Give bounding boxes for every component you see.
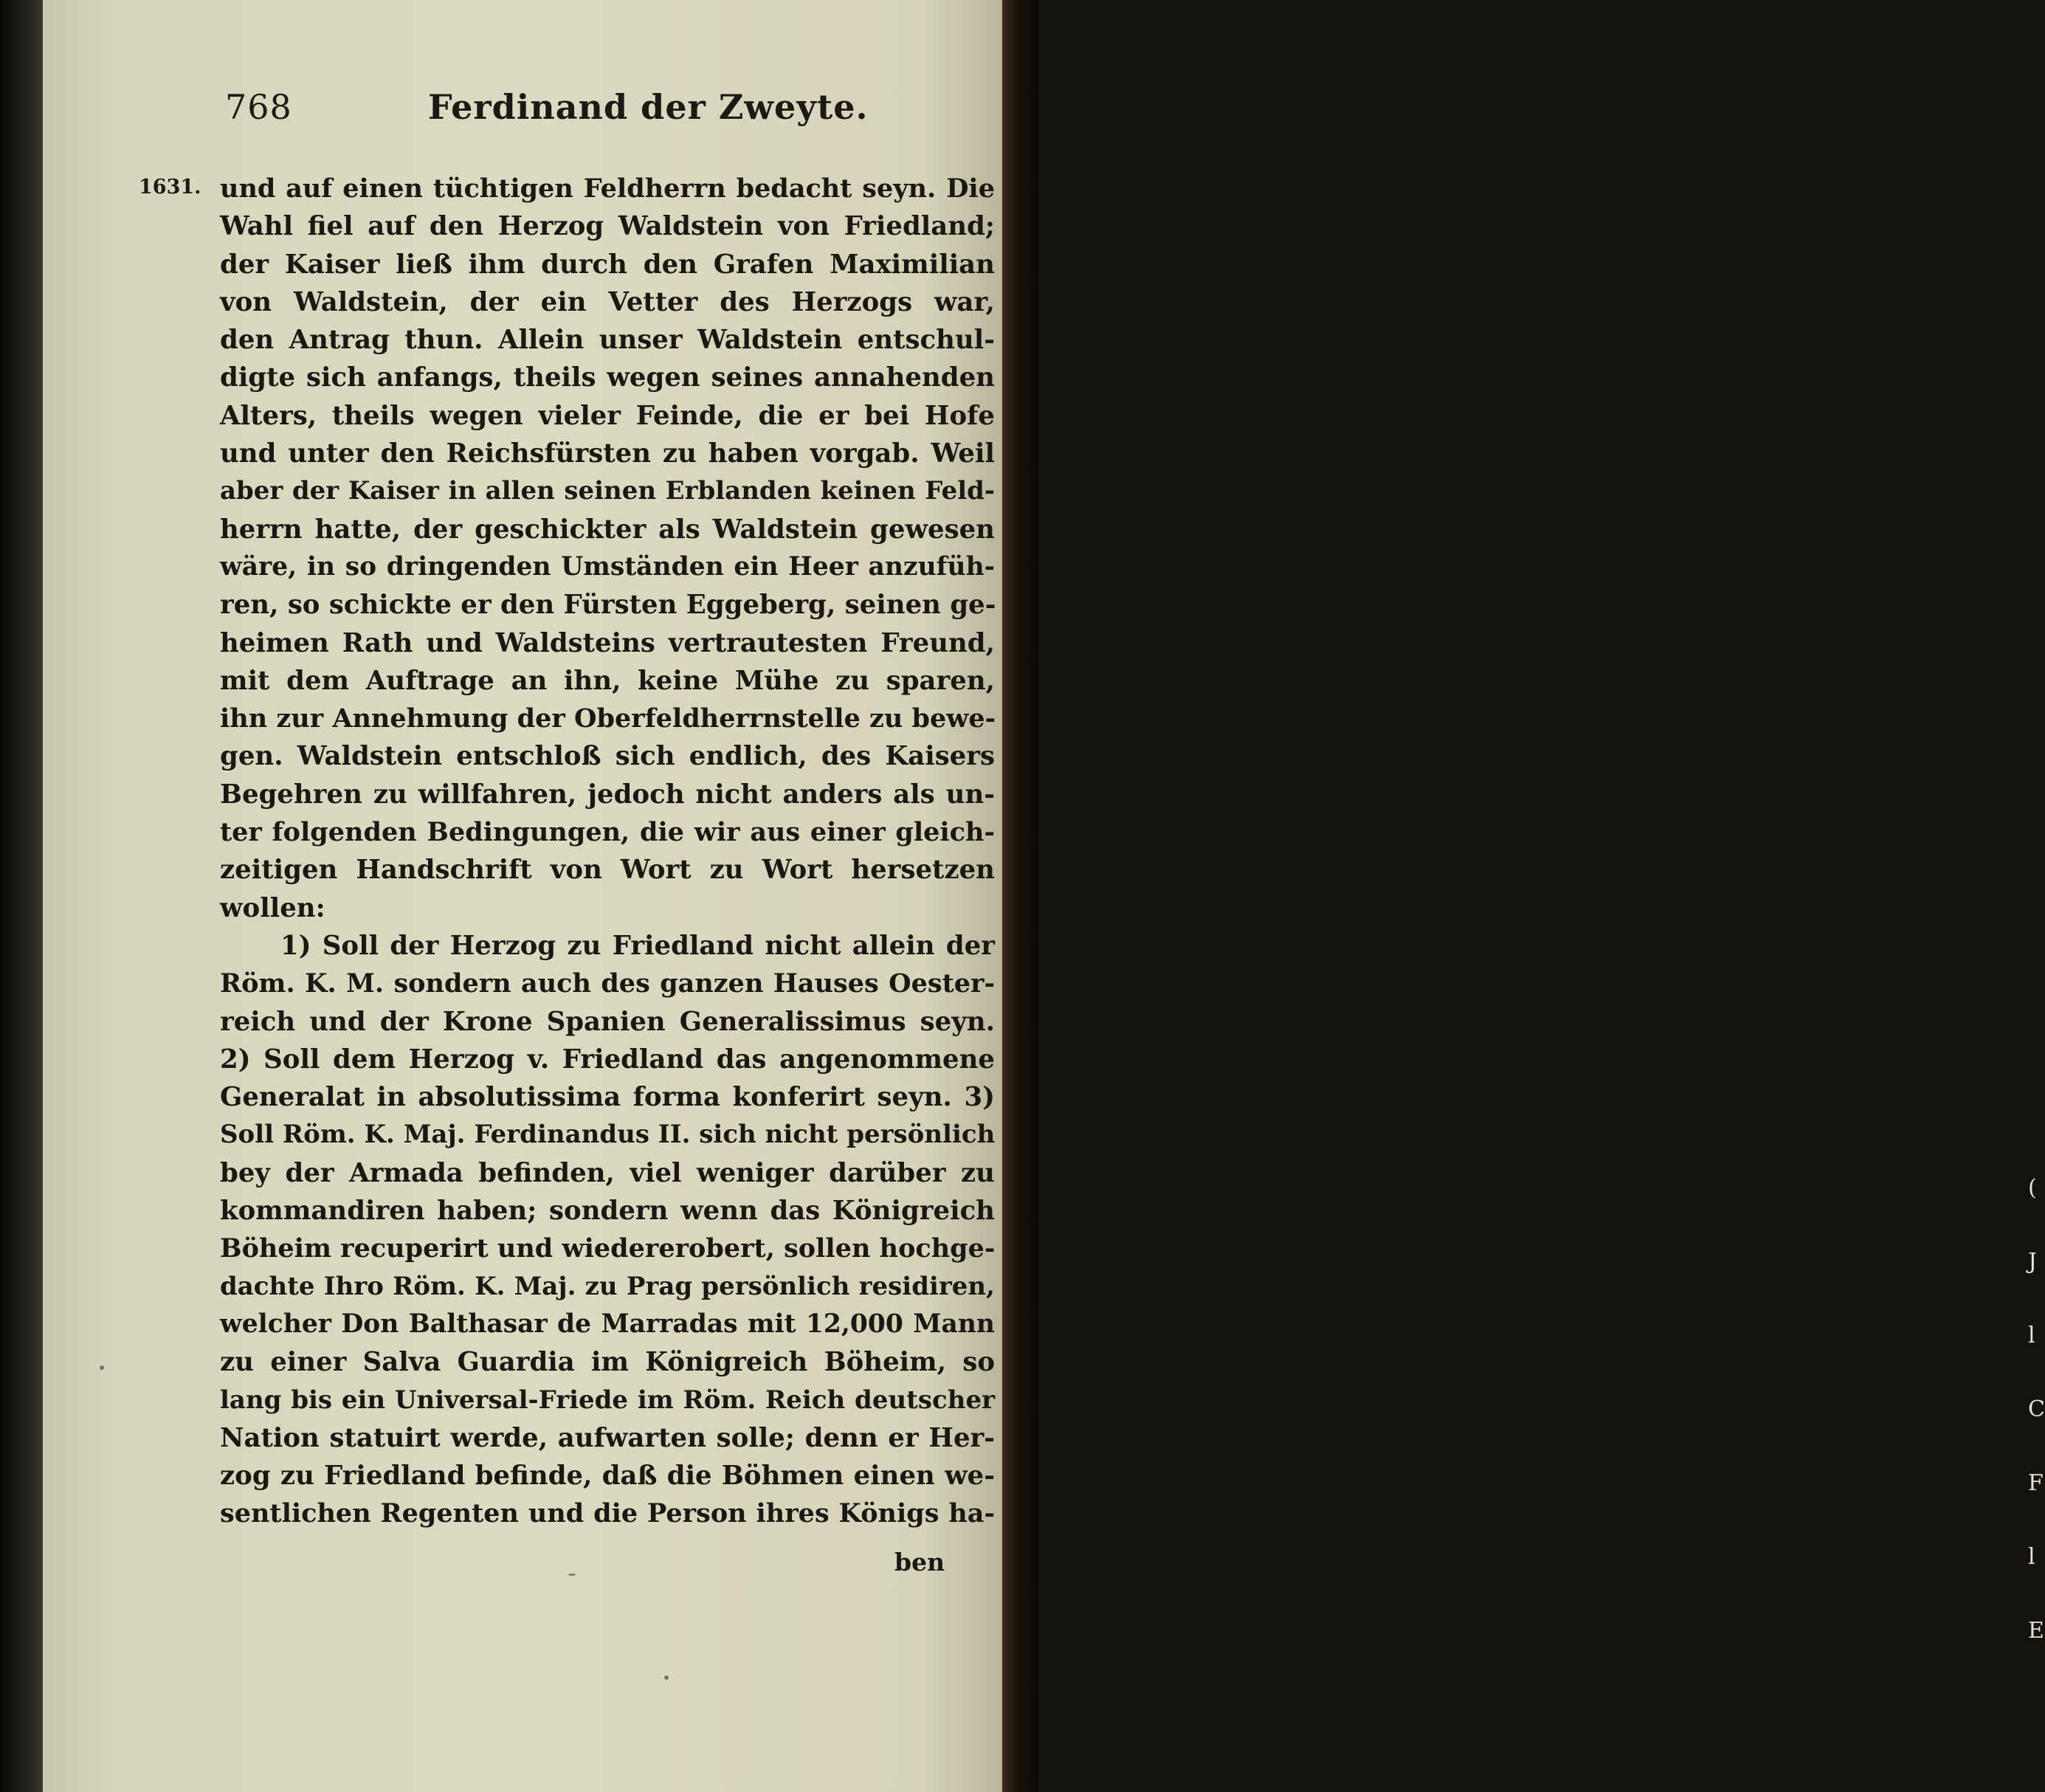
page-header (225, 87, 963, 131)
text-line: heimen Rath und Waldsteins vertrautesten Freund, (220, 627, 995, 658)
edge-glyph: l (2028, 1323, 2035, 1348)
text-line: reich und der Krone Spanien Generalissimus seyn. (220, 1006, 995, 1037)
edge-glyph: ( (2028, 1175, 2037, 1201)
text-line: Röm. K. M. sondern auch des ganzen Hauses Oester- (220, 968, 995, 999)
edge-glyph: l (2028, 1544, 2035, 1570)
text-line: ter folgenden Bedingungen, die wir aus einer gleich- (220, 817, 995, 848)
text-line: gen. Waldstein entschloß sich endlich, des Kaisers (220, 741, 995, 772)
adjacent-page-fragments (2028, 1151, 2045, 1668)
text-line: zeitigen Handschrift von Wort zu Wort hersetzen (220, 855, 995, 886)
text-line: Generalat in absolutissima forma konferirt seyn. 3) (220, 1082, 995, 1113)
text-line: wollen: (220, 892, 325, 923)
text-line: welcher Don Balthasar de Marradas mit 12,000 Mann (220, 1309, 995, 1339)
text-line: den Antrag thun. Allein unser Waldstein entschul- (220, 325, 995, 356)
text-line: sentlichen Regenten und die Person ihres Königs ha- (220, 1498, 995, 1529)
text-line: ihn zur Annehmung der Oberfeldherrnstelle zu bewe- (220, 703, 996, 734)
text-line: aber der Kaiser in allen seinen Erblanden keinen Feld- (220, 476, 995, 506)
edge-glyph: C (2028, 1396, 2045, 1422)
text-line: und unter den Reichsfürsten zu haben vorgab. Weil (220, 438, 995, 469)
text-line: Begehren zu willfahren, jedoch nicht anders als un- (220, 779, 995, 810)
text-line: ren, so schickte er den Fürsten Eggeberg, seinen ge- (220, 590, 996, 621)
text-line: Nation statuirt werde, aufwarten solle; denn er Her- (220, 1422, 995, 1453)
running-title: Ferdinand der Zweyte. (428, 87, 869, 127)
text-line: Alters, theils wegen vieler Feinde, die er bei Hofe (220, 400, 995, 431)
text-line: mit dem Auftrage an ihn, keine Mühe zu sparen, (220, 665, 995, 696)
text-line: bey der Armada befinden, viel weniger darüber zu (220, 1157, 995, 1188)
text-line: Böheim recuperirt und wiedererobert, sollen hochge- (220, 1233, 996, 1264)
text-line: von Waldstein, der ein Vetter des Herzogs war, (220, 286, 995, 317)
text-line: dachte Ihro Röm. K. Maj. zu Prag persönlich residiren, (220, 1271, 995, 1301)
scan-left-edge (0, 0, 43, 1792)
ink-speck (568, 1574, 576, 1576)
text-line: Soll Röm. K. Maj. Ferdinandus II. sich nicht persönlich (220, 1120, 996, 1150)
ink-speck (664, 1675, 669, 1680)
ink-speck (100, 1365, 104, 1370)
text-line: 2) Soll dem Herzog v. Friedland das angenommene (220, 1044, 995, 1075)
text-line: der Kaiser ließ ihm durch den Grafen Maximilian (220, 249, 995, 280)
margin-year-note: 1631. (139, 176, 201, 199)
edge-glyph: F (2028, 1470, 2044, 1496)
text-line: Wahl fiel auf den Herzog Waldstein von Friedland; (220, 211, 995, 242)
text-line: zu einer Salva Guardia im Königreich Böheim, so (220, 1347, 995, 1378)
text-line: wäre, in so dringenden Umständen ein Heer anzufüh- (220, 551, 995, 582)
text-line: kommandiren haben; sondern wenn das Königreich (220, 1196, 995, 1227)
catchword: ben (894, 1548, 945, 1576)
body-text (220, 170, 995, 1533)
page-number: 768 (225, 87, 292, 127)
text-line: lang bis ein Universal-Friede im Röm. Reich deutscher (220, 1385, 995, 1415)
text-line: und auf einen tüchtigen Feldherrn bedacht seyn. Die (220, 173, 995, 204)
edge-glyph: J (2028, 1249, 2038, 1275)
text-line: herrn hatte, der geschickter als Waldstein gewesen (220, 514, 995, 545)
edge-glyph: E (2028, 1618, 2044, 1644)
text-line: digte sich anfangs, theils wegen seines annahenden (220, 362, 995, 393)
book-edge (1002, 0, 2045, 1792)
text-line: zog zu Friedland befinde, daß die Böhmen einen we- (220, 1461, 995, 1492)
text-line: 1) Soll der Herzog zu Friedland nicht allein der (280, 930, 995, 961)
